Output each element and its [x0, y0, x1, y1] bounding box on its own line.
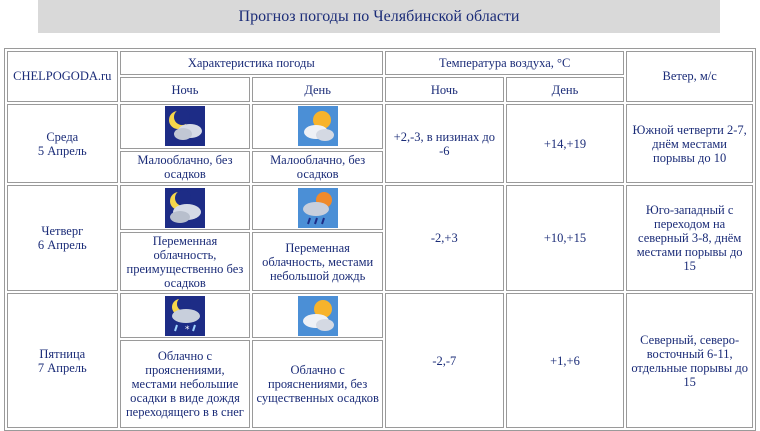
- characteristic-day-header: День: [252, 77, 383, 101]
- day-icon-cell: [252, 293, 383, 338]
- temp-night-cell: -2,+3: [385, 185, 504, 291]
- wind-cell: Северный, северо-восточный 6-11, отдельные порывы до 15: [626, 293, 753, 428]
- date-label: 7 Апрель: [37, 360, 87, 375]
- night-description: Малооблачно, без осадков: [120, 151, 251, 184]
- date-cell: [7, 185, 118, 291]
- weekday-label: Пятница: [39, 346, 86, 361]
- sun-cloud-icon: [298, 106, 338, 146]
- wind-cell: Юго-западный с переходом на северный 3-8, днём местами порывы до 15: [626, 185, 753, 291]
- day-icon-cell: [252, 185, 383, 230]
- weekday-label: Четверг: [41, 224, 84, 239]
- sun-cloud-icon: [298, 296, 338, 336]
- day-description: Переменная облачность, местами небольшой дождь: [252, 232, 383, 291]
- brand-label: CHELPOGODA.ru: [7, 51, 118, 102]
- forecast-row: [7, 293, 753, 338]
- temperature-header: Температура воздуха, °С: [385, 51, 624, 75]
- moon-cloud-rain-snow-icon: [165, 296, 205, 336]
- sun-cloud-rain-icon: [298, 188, 338, 228]
- forecast-row: [7, 104, 753, 149]
- temp-night-cell: +2,-3, в низинах до -6: [385, 104, 504, 183]
- date-cell: [7, 293, 118, 428]
- night-icon-cell: [120, 185, 251, 230]
- date-label: 6 Апрель: [37, 238, 87, 253]
- night-icon-cell: [120, 293, 251, 338]
- temp-day-header: День: [506, 77, 625, 101]
- temp-night-header: Ночь: [385, 77, 504, 101]
- characteristic-night-header: Ночь: [120, 77, 251, 101]
- weekday-label: Среда: [46, 129, 79, 144]
- day-description: Малооблачно, без осадков: [252, 151, 383, 184]
- moon-cloudy-icon: [165, 188, 205, 228]
- temp-night-cell: -2,-7: [385, 293, 504, 428]
- moon-cloud-icon: [165, 106, 205, 146]
- day-description: Облачно с прояснениями, без существенных осадков: [252, 340, 383, 428]
- night-description: Переменная облачность, преимущественно без осадков: [120, 232, 251, 291]
- temp-day-cell: +1,+6: [506, 293, 625, 428]
- date-cell: [7, 104, 118, 183]
- svg-text:*: *: [184, 324, 190, 335]
- temp-day-cell: +10,+15: [506, 185, 625, 291]
- day-icon-cell: [252, 104, 383, 149]
- temp-day-cell: +14,+19: [506, 104, 625, 183]
- forecast-table: [4, 48, 756, 431]
- night-icon-cell: [120, 104, 251, 149]
- page-title: Прогноз погоды по Челябинской области: [38, 0, 720, 33]
- date-label: 5 Апрель: [37, 143, 87, 158]
- forecast-row: [7, 185, 753, 230]
- characteristic-header: Характеристика погоды: [120, 51, 383, 75]
- night-description: Облачно с прояснениями, местами небольшие осадки в виде дождя переходящего в в снег: [120, 340, 251, 428]
- wind-header: Ветер, м/с: [626, 51, 753, 102]
- wind-cell: Южной четверти 2-7, днём местами порывы до 10: [626, 104, 753, 183]
